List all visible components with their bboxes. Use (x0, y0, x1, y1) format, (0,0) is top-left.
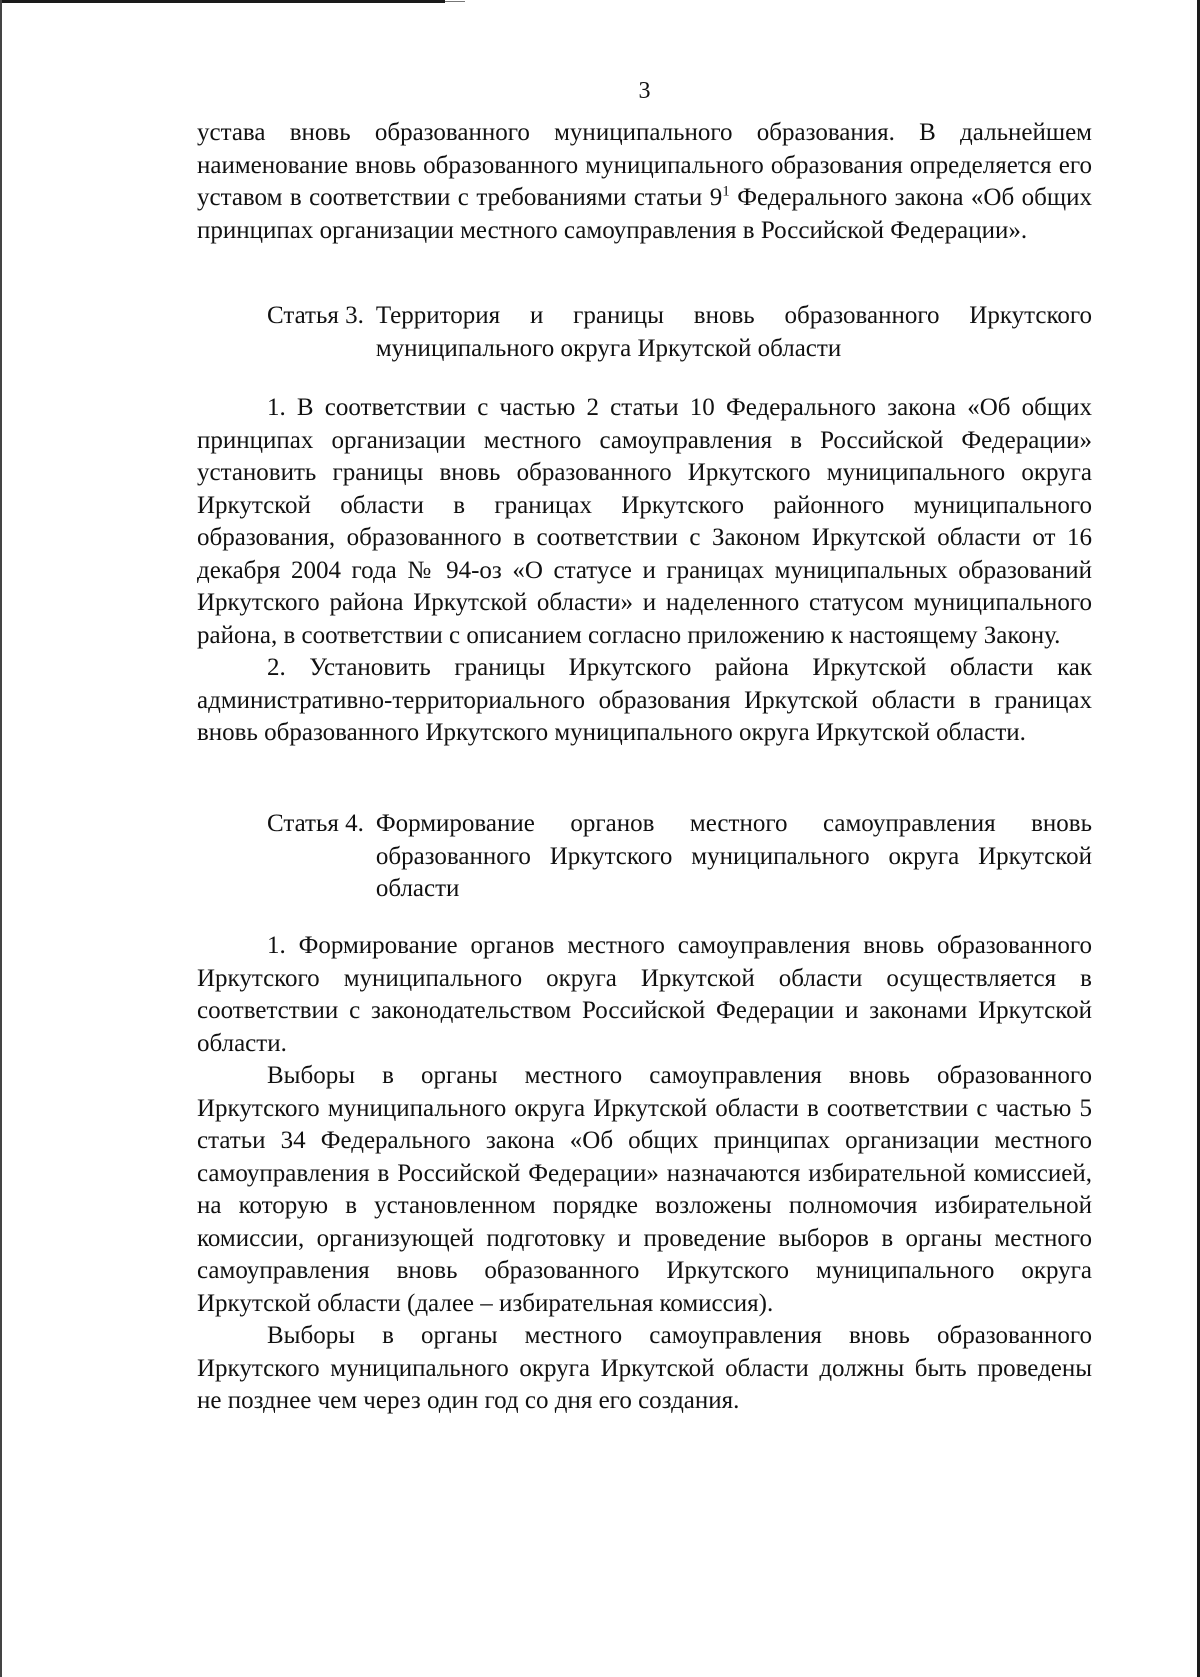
article-4-heading (267, 808, 1092, 906)
article-4-paragraph-2: Выборы в органы местного самоуправления вновь образованного Иркутского муниципального округа Иркутской области в соответствии с частью 5 статьи 34 Федерального закона «Об общих принципах организации местного самоуправления в Российской Федерации» назначаются избирательной комиссией, на которую в установленном порядке возложены полномочия избирательной комиссии, организующей подготовку и проведение выборов в органы местного самоуправления вновь образованного Иркутского муниципального округа Иркутской области (далее – избирательная комиссия). (197, 1062, 1092, 1317)
article-3-heading (267, 300, 1092, 365)
article-3-paragraph-2: 2. Установить границы Иркутского района Иркутской области как административно-территориального образования Иркутской области в границах вновь образованного Иркутского муниципального округа Иркутской области. (197, 654, 1092, 746)
article-3-number: Статья 3. (267, 302, 364, 329)
intro-paragraph (197, 117, 1092, 247)
page-number: 3 (638, 78, 651, 104)
intro-text-end: Федерального закона «Об общих принципах организации местного самоуправления в Российской Федерации». (197, 184, 1092, 244)
intro-text-start: устава вновь образованного муниципального образования. В дальнейшем наименование вновь образованного муниципального образования определяется его уставом в соответствии с требованиями статьи 9 (197, 119, 1092, 211)
article-4-title: Формирование органов местного самоуправления вновь образованного Иркутского муниципального округа Иркутской области (375, 810, 1092, 902)
article-4-number: Статья 4. (267, 810, 364, 837)
article-3-body (197, 392, 1092, 750)
article-4-body (197, 930, 1092, 1418)
article-3-paragraph-1: 1. В соответствии с частью 2 статьи 10 Федерального закона «Об общих принципах организации местного самоуправления в Российской Федерации» установить границы вновь образованного Иркутского муниципального округа Иркутской области в границах Иркутского районного муниципального образования, образованного в соответствии с Законом Иркутской области от 16 декабря 2004 года № 94-оз «О статусе и границах муниципальных образований Иркутского района Иркутской области» и наделенного статусом муниципального района, в соответствии с описанием согласно приложению к настоящему Закону. (197, 394, 1092, 649)
article-4-paragraph-1: 1. Формирование органов местного самоуправления вновь образованного Иркутского муниципального округа Иркутской области осуществляется в соответствии с законодательством Российской Федерации и законами Иркутской области. (197, 932, 1092, 1057)
article-4-paragraph-3: Выборы в органы местного самоуправления вновь образованного Иркутского муниципального округа Иркутской области должны быть проведены не позднее чем через один год со дня его создания. (197, 1322, 1092, 1414)
scan-edge-left (0, 0, 2, 1677)
article-3-title: Территория и границы вновь образованного Иркутского муниципального округа Иркутской области (375, 302, 1092, 362)
scan-edge-top (0, 0, 445, 3)
superscript: 1 (722, 183, 730, 200)
